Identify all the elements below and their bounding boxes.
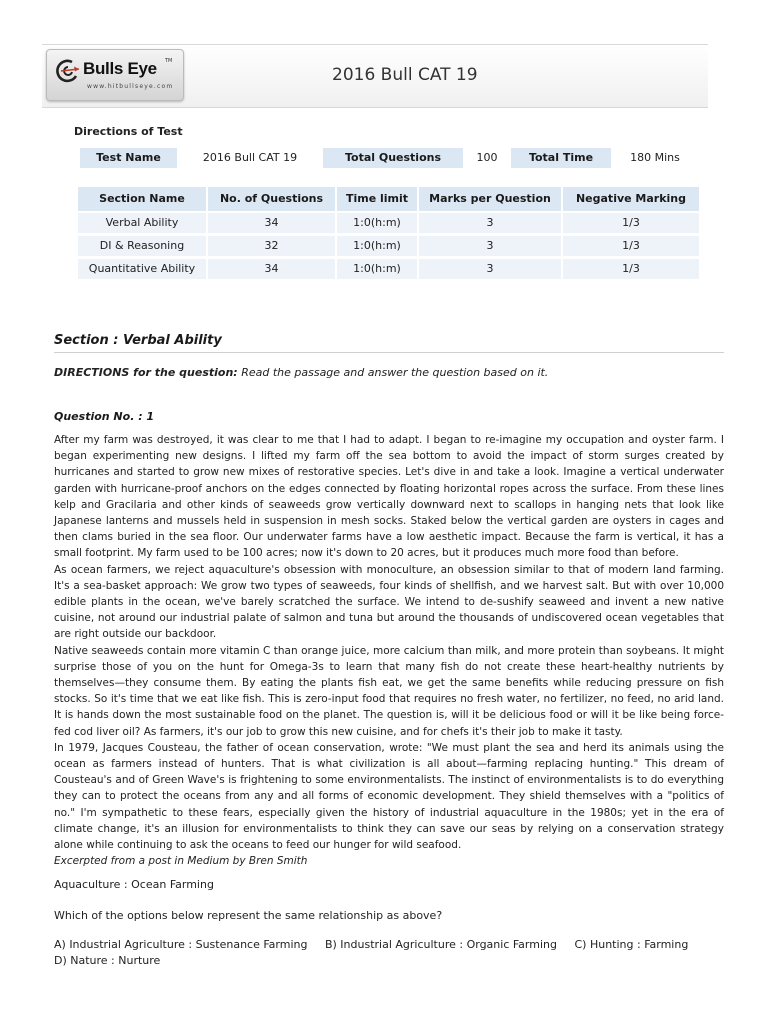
section-divider bbox=[54, 352, 724, 353]
table-cell: DI & Reasoning bbox=[78, 236, 206, 256]
total-time-label: Total Time bbox=[511, 148, 611, 168]
table-cell: 3 bbox=[419, 236, 561, 256]
logo-url: www.hitbullseye.com bbox=[87, 83, 174, 90]
directions-label: DIRECTIONS for the question: bbox=[54, 366, 238, 379]
option-d[interactable]: D) Nature : Nurture bbox=[54, 954, 161, 967]
option-c[interactable]: C) Hunting : Farming bbox=[574, 938, 689, 951]
total-questions-label: Total Questions bbox=[323, 148, 463, 168]
answer-options bbox=[54, 937, 702, 969]
option-b[interactable]: B) Industrial Agriculture : Organic Farming bbox=[324, 938, 557, 951]
test-name-value: 2016 Bull CAT 19 bbox=[179, 148, 321, 168]
total-questions-value: 100 bbox=[465, 148, 509, 168]
question-directions bbox=[54, 366, 548, 379]
table-cell: 1/3 bbox=[563, 213, 699, 233]
reading-passage bbox=[54, 432, 724, 869]
section-title: Section : Verbal Ability bbox=[54, 333, 222, 348]
table-cell: Verbal Ability bbox=[78, 213, 206, 233]
target-logo-icon bbox=[55, 58, 81, 84]
option-a[interactable]: A) Industrial Agriculture : Sustenance Farming bbox=[54, 938, 308, 951]
passage-paragraph: After my farm was destroyed, it was clear to me that I had to adapt. I began to re-imagine my occupation and oyster farm. I began experimenting new designs. I lifted my farm off the sea bottom to avoid the impact of storm surges created by hurricanes and started to grow new mixes of restorative species. Let's dive in and take a look. Imagine a vertical underwater garden with hurricane-proof anchors on the edges connected by floating horizontal ropes across the surface. From these lines kelp and Gracilaria and other kinds of seaweeds grow vertically downward next to scallops in hanging nets that look like Japanese lanterns and mussels held in suspension in mesh socks. Staked below the vertical garden are oysters in cages and then clams buried in the sea floor. Our underwater farms have a low aesthetic impact. Because the farm is vertical, it has a small footprint. My farm used to be 100 acres; now it's down to 20 acres, but it produces much more food than before. bbox=[54, 434, 724, 560]
table-cell: 3 bbox=[419, 213, 561, 233]
passage-source: Excerpted from a post in Medium by Bren Smith bbox=[54, 855, 308, 868]
passage-paragraph: In 1979, Jacques Cousteau, the father of ocean conservation, wrote: "We must plant the sea and herd its animals using the ocean as farmers instead of hunters. That is what civilization is all about—farming replacing hunting." This dream of Cousteau's and of Green Wave's is frightening to some environmentalists. The instinct of environmentalists is to do everything they can to protect the oceans from any and all forms of economic development. They shield themselves with a "politics of no." I'm sympathetic to these fears, especially given the history of industrial aquaculture in the 1980s; yet in the era of climate change, it's an illusion for environmentalists to think they can save our seas by relying on a conservation strategy alone while continuing to ask the oceans to feed our hunger for wild seafood. bbox=[54, 741, 724, 852]
col-header-marks-per-question: Marks per Question bbox=[419, 187, 561, 211]
table-cell: 3 bbox=[419, 259, 561, 279]
table-cell: 1:0(h:m) bbox=[337, 259, 417, 279]
question-prompt: Which of the options below represent the same relationship as above? bbox=[54, 909, 443, 922]
bulls-eye-logo[interactable] bbox=[46, 49, 184, 101]
test-name-label: Test Name bbox=[80, 148, 177, 168]
col-header-time-limit: Time limit bbox=[337, 187, 417, 211]
logo-tm: TM bbox=[165, 58, 173, 64]
table-cell: 32 bbox=[208, 236, 335, 256]
total-time-value: 180 Mins bbox=[613, 148, 697, 168]
table-cell: 34 bbox=[208, 213, 335, 233]
table-cell: 1/3 bbox=[563, 259, 699, 279]
page-header bbox=[42, 44, 708, 108]
directions-of-test-label: Directions of Test bbox=[74, 125, 183, 138]
passage-paragraph: Native seaweeds contain more vitamin C than orange juice, more calcium than milk, and more protein than soybeans. It might surprise those of you on the hunt for Omega-3s to learn that many fish do not create these heart-healthy nutrients by themselves—they consume them. By eating the plants fish eat, we get the same benefits while reducing pressure on fish stocks. So it's time that we eat like fish. This is zero-input food that requires no fresh water, no fertilizer, no feed, no arid land. It is hands down the most sustainable food on the planet. The question is, will it be delicious food or will it be like being force-fed cod liver oil? As farmers, it's our job to grow this new cuisine, and for chefs it's their job to make it tasty. bbox=[54, 644, 724, 738]
col-header-negative-marking: Negative Marking bbox=[563, 187, 699, 211]
col-header-section-name: Section Name bbox=[78, 187, 206, 211]
table-cell: 1:0(h:m) bbox=[337, 236, 417, 256]
table-cell: 1:0(h:m) bbox=[337, 213, 417, 233]
logo-name: Bulls Eye bbox=[83, 59, 157, 78]
directions-text: Read the passage and answer the question based on it. bbox=[241, 366, 549, 379]
question-number: Question No. : 1 bbox=[54, 410, 155, 423]
table-cell: 34 bbox=[208, 259, 335, 279]
table-cell: Quantitative Ability bbox=[78, 259, 206, 279]
table-cell: 1/3 bbox=[563, 236, 699, 256]
analogy-pair: Aquaculture : Ocean Farming bbox=[54, 878, 214, 891]
col-header-no-of-questions: No. of Questions bbox=[208, 187, 335, 211]
passage-paragraph: As ocean farmers, we reject aquaculture's obsession with monoculture, an obsession similar to that of modern land farming. It's a sea-basket approach: We grow two types of seaweeds, four kinds of shellfish, and we harvest salt. But with over 10,000 edible plants in the ocean, we've barely scratched the surface. We intend to de-sushify seaweed and invent a new native cuisine, not around our industrial palate of salmon and tuna but around the thousands of undiscovered ocean vegetables that are right outside our backdoor. bbox=[54, 563, 724, 641]
page-title: 2016 Bull CAT 19 bbox=[332, 65, 478, 85]
